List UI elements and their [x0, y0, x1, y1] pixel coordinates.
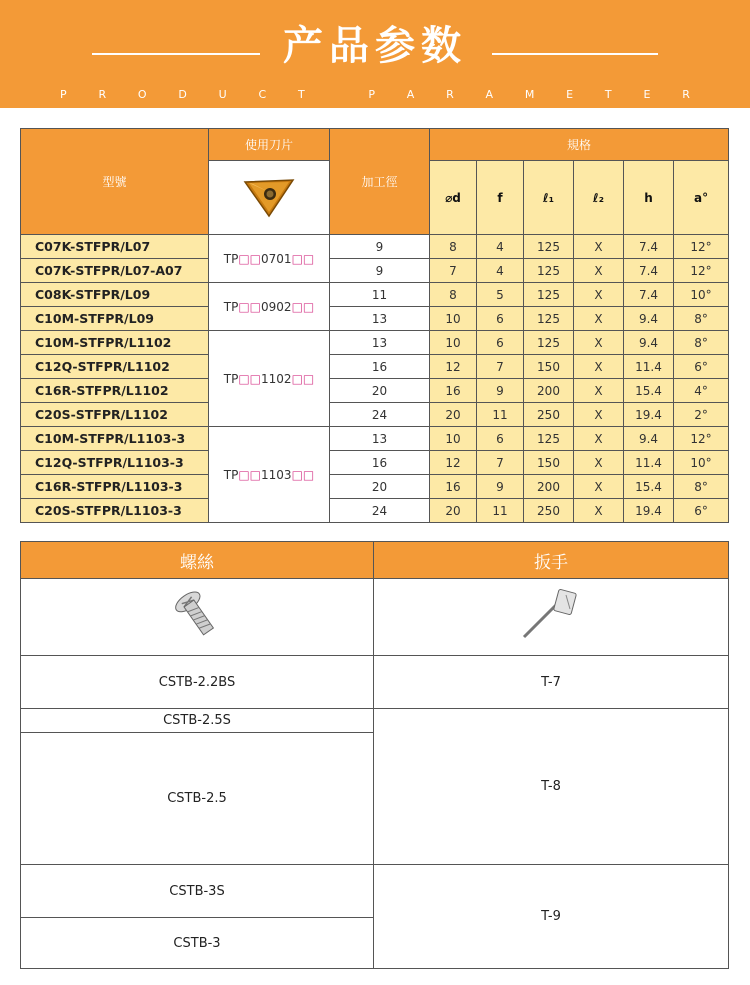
table-row	[21, 355, 729, 379]
subtitle-letter: R	[682, 88, 690, 101]
spec-h-cell: 9.4	[624, 307, 674, 331]
model-cell: C07K-STFPR/L07	[21, 235, 209, 259]
spec-f-cell: 6	[477, 427, 524, 451]
insert-code-cell	[209, 331, 330, 427]
subtitle-letter: R	[446, 88, 454, 101]
spec-d-cell: 8	[430, 283, 477, 307]
spec-a-cell: 10°	[674, 451, 729, 475]
spec-a-cell: 4°	[674, 379, 729, 403]
header-diameter: 加工徑	[330, 129, 430, 235]
screw-icon	[167, 587, 227, 643]
spec-f-cell: 4	[477, 259, 524, 283]
diameter-cell: 16	[330, 355, 430, 379]
header-banner	[0, 0, 750, 108]
subtitle-letter: E	[643, 88, 651, 101]
header-model: 型號	[21, 129, 209, 235]
table-row	[21, 307, 729, 331]
spec-l2-cell: X	[574, 235, 624, 259]
subtitle-letter: U	[218, 88, 227, 101]
table-row	[21, 451, 729, 475]
screw-cell: CSTB-3	[21, 918, 374, 969]
model-cell: C08K-STFPR/L09	[21, 283, 209, 307]
spec-h-cell: 15.4	[624, 379, 674, 403]
spec-table	[20, 128, 729, 523]
spec-a-cell: 12°	[674, 427, 729, 451]
spec-l1-cell: 125	[524, 235, 574, 259]
spec-f-cell: 11	[477, 499, 524, 523]
wrench-cell: T-7	[374, 656, 729, 709]
spec-l2-cell: X	[574, 379, 624, 403]
spec-f-cell: 7	[477, 355, 524, 379]
spec-d-cell: 16	[430, 475, 477, 499]
insert-code: 1102	[261, 371, 292, 386]
spec-f-cell: 6	[477, 307, 524, 331]
model-cell: C07K-STFPR/L07-A07	[21, 259, 209, 283]
screw-cell: CSTB-2.5	[21, 733, 374, 865]
header-spec: 規格	[430, 129, 729, 161]
spec-d-cell: 10	[430, 331, 477, 355]
subtitle-letter: D	[178, 88, 187, 101]
spec-d-cell: 16	[430, 379, 477, 403]
spec-d-cell: 12	[430, 451, 477, 475]
insert-code: 0902	[261, 299, 292, 314]
spec-a-cell: 8°	[674, 307, 729, 331]
placeholder-boxes: □□	[238, 467, 262, 482]
insert-code: 1103	[261, 467, 292, 482]
model-cell: C10M-STFPR/L09	[21, 307, 209, 331]
table-row	[21, 259, 729, 283]
insert-prefix: TP	[223, 371, 239, 386]
spec-a-cell: 10°	[674, 283, 729, 307]
spec-l2-cell: X	[574, 283, 624, 307]
spec-col-f: f	[477, 161, 524, 235]
model-cell: C10M-STFPR/L1103-3	[21, 427, 209, 451]
spec-l2-cell: X	[574, 427, 624, 451]
subtitle-letter: O	[137, 88, 147, 101]
accessory-table	[20, 541, 729, 969]
header-wrench: 扳手	[374, 542, 729, 579]
model-cell: C12Q-STFPR/L1103-3	[21, 451, 209, 475]
insert-prefix: TP	[223, 299, 239, 314]
spec-d-cell: 12	[430, 355, 477, 379]
spec-l2-cell: X	[574, 355, 624, 379]
spec-h-cell: 15.4	[624, 475, 674, 499]
spec-d-cell: 20	[430, 499, 477, 523]
spec-a-cell: 2°	[674, 403, 729, 427]
table-row	[21, 499, 729, 523]
spec-f-cell: 5	[477, 283, 524, 307]
spec-a-cell: 8°	[674, 331, 729, 355]
spec-h-cell: 9.4	[624, 331, 674, 355]
spec-l1-cell: 150	[524, 451, 574, 475]
spec-f-cell: 4	[477, 235, 524, 259]
spec-f-cell: 9	[477, 379, 524, 403]
diameter-cell: 20	[330, 475, 430, 499]
spec-d-cell: 20	[430, 403, 477, 427]
spec-l2-cell: X	[574, 451, 624, 475]
insert-image-cell	[209, 161, 330, 235]
screw-cell: CSTB-2.2BS	[21, 656, 374, 709]
model-cell: C20S-STFPR/L1103-3	[21, 499, 209, 523]
placeholder-boxes: □□	[291, 371, 315, 386]
spec-h-cell: 7.4	[624, 235, 674, 259]
spec-h-cell: 11.4	[624, 355, 674, 379]
table-row	[21, 235, 729, 259]
spec-a-cell: 6°	[674, 355, 729, 379]
diameter-cell: 9	[330, 235, 430, 259]
insert-icon	[239, 172, 299, 220]
insert-code-cell	[209, 235, 330, 283]
header-insert: 使用刀片	[209, 129, 330, 161]
spec-a-cell: 12°	[674, 235, 729, 259]
spec-f-cell: 11	[477, 403, 524, 427]
subtitle-letter: T	[297, 88, 305, 101]
placeholder-boxes: □□	[291, 299, 315, 314]
table-row	[21, 427, 729, 451]
subtitle-letter: M	[524, 88, 535, 101]
wrench-cell: T-9	[374, 865, 729, 969]
diameter-cell: 20	[330, 379, 430, 403]
insert-prefix: TP	[223, 467, 239, 482]
screw-image-cell	[21, 579, 374, 656]
spec-col-l2: ℓ₂	[574, 161, 624, 235]
spec-l1-cell: 200	[524, 379, 574, 403]
spec-f-cell: 6	[477, 331, 524, 355]
screw-cell: CSTB-2.5S	[21, 709, 374, 733]
spec-l1-cell: 200	[524, 475, 574, 499]
spec-l2-cell: X	[574, 499, 624, 523]
subtitle-letter: P	[368, 88, 375, 101]
subtitle-letter: C	[258, 88, 267, 101]
banner-subtitle	[60, 88, 690, 101]
spec-d-cell: 7	[430, 259, 477, 283]
spec-d-cell: 10	[430, 427, 477, 451]
screw-cell: CSTB-3S	[21, 865, 374, 918]
spec-a-cell: 6°	[674, 499, 729, 523]
spec-l1-cell: 125	[524, 427, 574, 451]
spec-l2-cell: X	[574, 403, 624, 427]
diameter-cell: 24	[330, 499, 430, 523]
spec-col-a: a°	[674, 161, 729, 235]
table-row	[21, 475, 729, 499]
spec-col-h: h	[624, 161, 674, 235]
placeholder-boxes: □□	[238, 251, 262, 266]
page-title: 产品参数	[283, 23, 467, 69]
diameter-cell: 13	[330, 307, 430, 331]
spec-d-cell: 8	[430, 235, 477, 259]
table-row	[21, 283, 729, 307]
spec-l2-cell: X	[574, 331, 624, 355]
spec-l1-cell: 250	[524, 403, 574, 427]
spec-f-cell: 7	[477, 451, 524, 475]
table-row	[21, 331, 729, 355]
model-cell: C16R-STFPR/L1102	[21, 379, 209, 403]
placeholder-boxes: □□	[238, 299, 262, 314]
spec-h-cell: 7.4	[624, 259, 674, 283]
placeholder-boxes: □□	[238, 371, 262, 386]
model-cell: C16R-STFPR/L1103-3	[21, 475, 209, 499]
diameter-cell: 9	[330, 259, 430, 283]
header-screw: 螺絲	[21, 542, 374, 579]
subtitle-letter: P	[60, 88, 67, 101]
diameter-cell: 16	[330, 451, 430, 475]
spec-col-d: ⌀d	[430, 161, 477, 235]
subtitle-letter: T	[604, 88, 612, 101]
spec-l1-cell: 125	[524, 259, 574, 283]
subtitle-letter: A	[406, 88, 415, 101]
model-cell: C12Q-STFPR/L1102	[21, 355, 209, 379]
spec-l2-cell: X	[574, 259, 624, 283]
model-cell: C10M-STFPR/L1102	[21, 331, 209, 355]
placeholder-boxes: □□	[291, 467, 315, 482]
insert-code-cell	[209, 283, 330, 331]
wrench-cell: T-8	[374, 709, 729, 865]
spec-a-cell: 8°	[674, 475, 729, 499]
subtitle-letter: E	[566, 88, 574, 101]
spec-l1-cell: 125	[524, 283, 574, 307]
spec-l2-cell: X	[574, 307, 624, 331]
diameter-cell: 11	[330, 283, 430, 307]
spec-col-l1: ℓ₁	[524, 161, 574, 235]
table-row	[21, 379, 729, 403]
table-row	[21, 403, 729, 427]
diameter-cell: 24	[330, 403, 430, 427]
banner-right-rule	[492, 53, 658, 55]
subtitle-letter: R	[98, 88, 107, 101]
wrench-icon	[516, 585, 586, 645]
spec-l1-cell: 125	[524, 307, 574, 331]
placeholder-boxes: □□	[291, 251, 315, 266]
subtitle-letter: A	[485, 88, 494, 101]
diameter-cell: 13	[330, 331, 430, 355]
spec-l2-cell: X	[574, 475, 624, 499]
spec-h-cell: 9.4	[624, 427, 674, 451]
spec-d-cell: 10	[430, 307, 477, 331]
insert-code-cell	[209, 427, 330, 523]
spec-f-cell: 9	[477, 475, 524, 499]
spec-h-cell: 19.4	[624, 403, 674, 427]
insert-prefix: TP	[223, 251, 239, 266]
insert-code: 0701	[261, 251, 292, 266]
model-cell: C20S-STFPR/L1102	[21, 403, 209, 427]
wrench-image-cell	[374, 579, 729, 656]
spec-h-cell: 11.4	[624, 451, 674, 475]
spec-l1-cell: 125	[524, 331, 574, 355]
spec-l1-cell: 150	[524, 355, 574, 379]
spec-a-cell: 12°	[674, 259, 729, 283]
spec-l1-cell: 250	[524, 499, 574, 523]
spec-h-cell: 7.4	[624, 283, 674, 307]
spec-h-cell: 19.4	[624, 499, 674, 523]
diameter-cell: 13	[330, 427, 430, 451]
